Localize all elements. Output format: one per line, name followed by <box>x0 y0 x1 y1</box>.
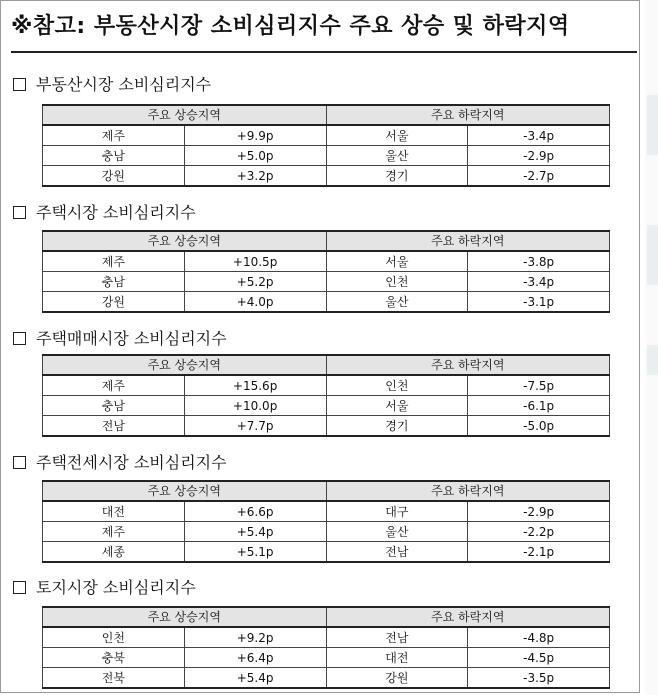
fall-value: -2.7p <box>468 166 610 187</box>
section-heading-text: 주택매매시장 소비심리지수 <box>36 329 227 348</box>
fall-value: -3.4p <box>468 272 610 292</box>
fall-value: -2.9p <box>468 146 610 166</box>
rise-region: 전북 <box>43 668 185 689</box>
fall-value: -4.8p <box>468 627 610 648</box>
fall-region: 서울 <box>326 251 468 272</box>
rise-header: 주요 상승지역 <box>43 355 327 375</box>
fall-region: 대구 <box>326 501 468 522</box>
fall-header: 주요 하락지역 <box>326 607 610 627</box>
checkbox-square-icon <box>13 332 26 345</box>
fall-region: 인천 <box>326 375 468 396</box>
rise-value: +9.2p <box>184 627 326 648</box>
rise-value: +6.4p <box>184 648 326 668</box>
rise-region: 대전 <box>43 501 185 522</box>
rise-region: 충남 <box>43 272 185 292</box>
section-heading-housing-sale <box>13 329 227 349</box>
table-row <box>43 668 610 689</box>
rise-region: 제주 <box>43 375 185 396</box>
rise-value: +5.4p <box>184 522 326 542</box>
adjacent-page-edge <box>645 0 658 695</box>
table-header-row <box>43 105 610 125</box>
section-table-housing-jeonse <box>42 480 610 563</box>
fall-value: -4.5p <box>468 648 610 668</box>
table-row <box>43 146 610 166</box>
fall-value: -3.4p <box>468 125 610 146</box>
rise-region: 충북 <box>43 648 185 668</box>
fall-header: 주요 하락지역 <box>326 481 610 501</box>
table-row <box>43 501 610 522</box>
table-row <box>43 396 610 416</box>
rise-value: +15.6p <box>184 375 326 396</box>
rise-region: 전남 <box>43 416 185 437</box>
table-header-row <box>43 481 610 501</box>
edge-mark <box>647 225 658 285</box>
fall-region: 서울 <box>326 396 468 416</box>
section-table-housing <box>42 230 610 313</box>
fall-value: -7.5p <box>468 375 610 396</box>
section-heading-text: 부동산시장 소비심리지수 <box>36 75 212 94</box>
rise-value: +9.9p <box>184 125 326 146</box>
fall-region: 전남 <box>326 627 468 648</box>
rise-region: 제주 <box>43 125 185 146</box>
section-heading-text: 주택시장 소비심리지수 <box>36 203 196 222</box>
checkbox-square-icon <box>13 206 26 219</box>
checkbox-square-icon <box>13 78 26 91</box>
rise-value: +5.1p <box>184 542 326 563</box>
rise-region: 세종 <box>43 542 185 563</box>
rise-header: 주요 상승지역 <box>43 607 327 627</box>
fall-region: 울산 <box>326 522 468 542</box>
table-row <box>43 251 610 272</box>
table-row <box>43 648 610 668</box>
fall-value: -3.1p <box>468 292 610 313</box>
rise-value: +5.2p <box>184 272 326 292</box>
section-table-land <box>42 606 610 689</box>
fall-region: 서울 <box>326 125 468 146</box>
section-heading-land <box>13 578 196 598</box>
fall-region: 대전 <box>326 648 468 668</box>
page-title: ※참고: 부동산시장 소비심리지수 주요 상승 및 하락지역 <box>11 5 637 53</box>
rise-value: +4.0p <box>184 292 326 313</box>
rise-value: +7.7p <box>184 416 326 437</box>
rise-header: 주요 상승지역 <box>43 231 327 251</box>
rise-value: +3.2p <box>184 166 326 187</box>
fall-region: 울산 <box>326 146 468 166</box>
table-row <box>43 375 610 396</box>
table-header-row <box>43 231 610 251</box>
rise-region: 인천 <box>43 627 185 648</box>
table-row <box>43 125 610 146</box>
section-heading-realestate <box>13 75 211 95</box>
section-heading-text: 주택전세시장 소비심리지수 <box>36 453 227 472</box>
fall-region: 전남 <box>326 542 468 563</box>
rise-region: 충남 <box>43 396 185 416</box>
edge-mark <box>647 95 658 155</box>
fall-value: -6.1p <box>468 396 610 416</box>
fall-value: -2.9p <box>468 501 610 522</box>
table-row <box>43 542 610 563</box>
checkbox-square-icon <box>13 581 26 594</box>
edge-mark <box>647 345 658 375</box>
fall-region: 경기 <box>326 416 468 437</box>
fall-header: 주요 하락지역 <box>326 231 610 251</box>
rise-region: 제주 <box>43 522 185 542</box>
checkbox-square-icon <box>13 456 26 469</box>
table-header-row <box>43 607 610 627</box>
section-table-realestate <box>42 104 610 187</box>
fall-region: 강원 <box>326 668 468 689</box>
table-header-row <box>43 355 610 375</box>
fall-value: -2.2p <box>468 522 610 542</box>
fall-header: 주요 하락지역 <box>326 355 610 375</box>
fall-value: -2.1p <box>468 542 610 563</box>
rise-region: 강원 <box>43 292 185 313</box>
fall-region: 인천 <box>326 272 468 292</box>
table-row <box>43 522 610 542</box>
rise-header: 주요 상승지역 <box>43 481 327 501</box>
rise-region: 강원 <box>43 166 185 187</box>
rise-value: +5.0p <box>184 146 326 166</box>
fall-value: -3.5p <box>468 668 610 689</box>
table-row <box>43 416 610 437</box>
fall-header: 주요 하락지역 <box>326 105 610 125</box>
table-row <box>43 272 610 292</box>
fall-region: 경기 <box>326 166 468 187</box>
rise-value: +5.4p <box>184 668 326 689</box>
table-row <box>43 292 610 313</box>
rise-value: +6.6p <box>184 501 326 522</box>
fall-region: 울산 <box>326 292 468 313</box>
table-row <box>43 627 610 648</box>
rise-region: 제주 <box>43 251 185 272</box>
table-row <box>43 166 610 187</box>
fall-value: -3.8p <box>468 251 610 272</box>
section-heading-text: 토지시장 소비심리지수 <box>36 578 196 597</box>
rise-value: +10.0p <box>184 396 326 416</box>
rise-value: +10.5p <box>184 251 326 272</box>
rise-header: 주요 상승지역 <box>43 105 327 125</box>
fall-value: -5.0p <box>468 416 610 437</box>
section-heading-housing <box>13 203 196 223</box>
section-heading-housing-jeonse <box>13 453 227 473</box>
section-table-housing-sale <box>42 354 610 437</box>
rise-region: 충남 <box>43 146 185 166</box>
